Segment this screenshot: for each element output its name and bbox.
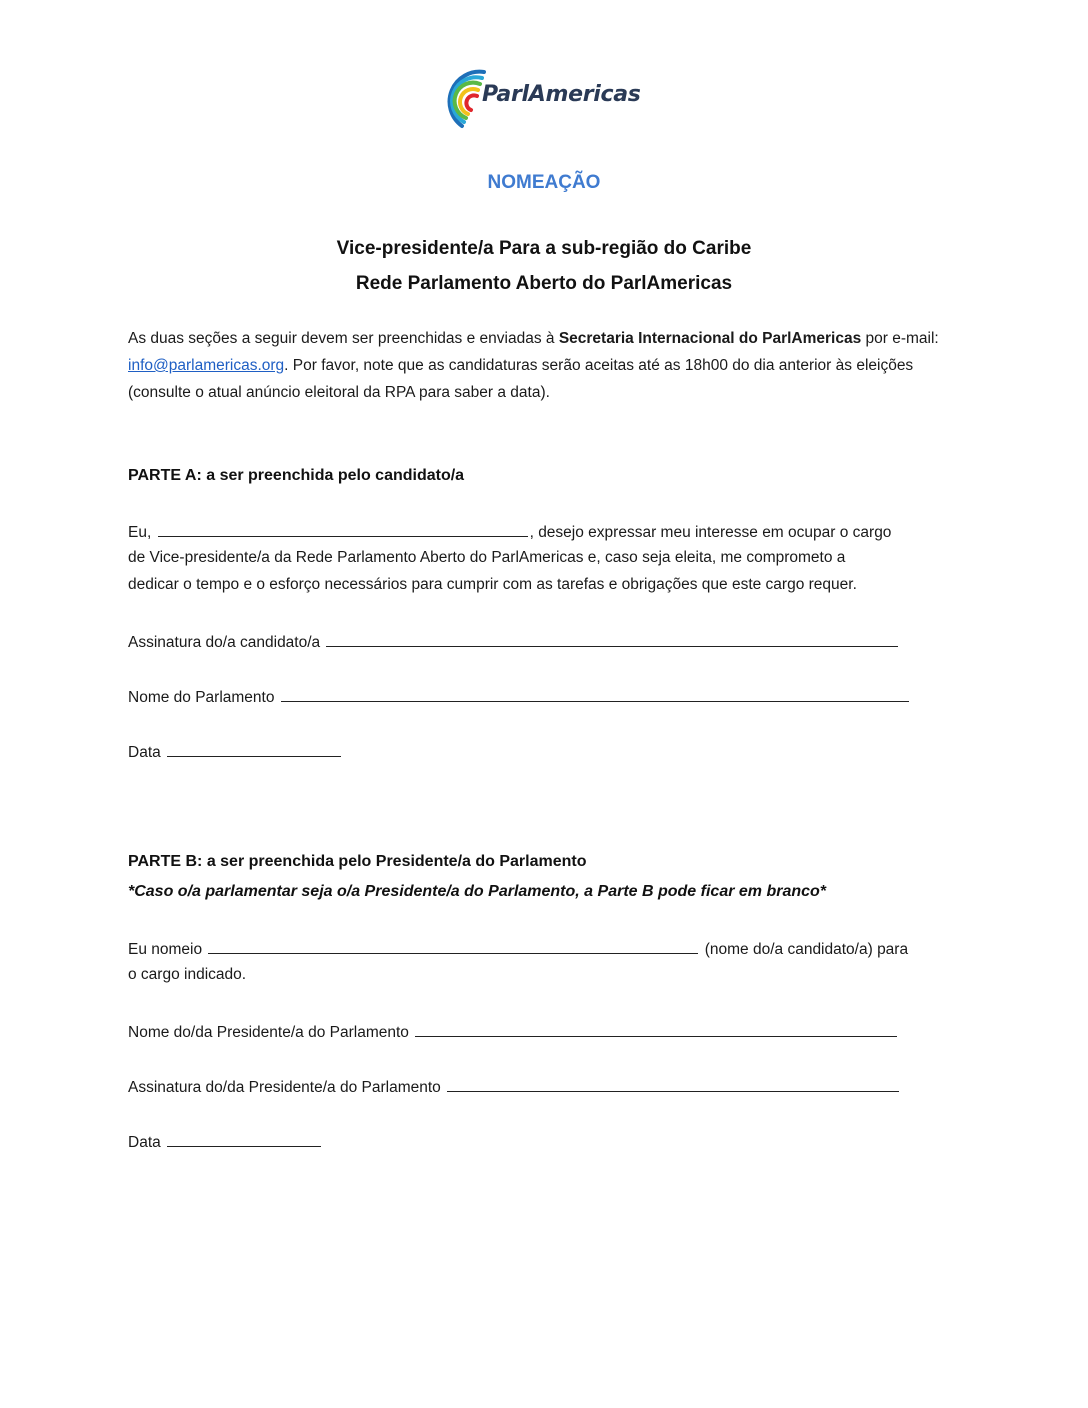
president-name-label: Nome do/da Presidente/a do Parlamento [128,1024,409,1041]
candidate-signature-row [128,632,900,652]
part-a-statement-line-1 [128,522,891,542]
email-link[interactable]: info@parlamericas.org [128,357,285,374]
parliament-name-field[interactable] [281,687,909,702]
part-a-date-row [128,742,343,762]
nominate-prefix: Eu nomeio [128,941,203,958]
parliament-name-label: Nome do Parlamento [128,689,275,706]
part-b-note: *Caso o/a parlamentar seja o/a Presidente/a do Parlamento, a Parte B pode ficar em branco* [128,883,827,900]
intro-paragraph [128,325,968,406]
intro-org-name: Secretaria Internacional do ParlAmericas [558,330,862,347]
part-a-statement-line-3: dedicar o tempo e o esforço necessários para cumprir com as tarefas e obrigações que este cargo requer. [128,576,857,593]
candidate-name-field[interactable] [158,522,528,537]
logo-text: ParlAmericas [482,82,641,107]
president-signature-field[interactable] [447,1077,899,1092]
part-a-statement-line-2: de Vice-presidente/a da Rede Parlamento Aberto do ParlAmericas e, caso seja eleita, me comprometo a [128,549,846,566]
parliament-name-row [128,687,911,707]
nominate-line-1 [128,939,908,959]
part-a-heading: PARTE A: a ser preenchida pelo candidato/a [128,467,465,484]
nominate-line-2: o cargo indicado. [128,966,247,983]
president-signature-label: Assinatura do/da Presidente/a do Parlamento [128,1079,441,1096]
president-name-field[interactable] [415,1022,897,1037]
nominee-name-field[interactable] [208,939,698,954]
part-b-heading: PARTE B: a ser preenchida pelo Presidente/a do Parlamento [128,853,587,870]
president-name-row [128,1022,899,1042]
candidate-signature-label: Assinatura do/a candidato/a [128,634,321,651]
candidate-signature-field[interactable] [326,632,898,647]
intro-text-2: por e-mail: [861,330,939,347]
intro-text-1: As duas seções a seguir devem ser preenchidas e enviadas à [128,330,559,347]
president-signature-row [128,1077,901,1097]
part-b-date-label: Data [128,1134,161,1151]
subtitle-line-2: Rede Parlamento Aberto do ParlAmericas [355,273,733,294]
part-b-date-field[interactable] [167,1132,321,1147]
part-a-date-field[interactable] [167,742,341,757]
subtitle-line-1: Vice-presidente/a Para a sub-região do Caribe [336,238,752,259]
document-title: NOMEAÇÃO [487,172,601,193]
part-b-date-row [128,1132,323,1152]
part-a-date-label: Data [128,744,161,761]
parlamericas-logo [440,66,652,130]
intro-text-3: . Por favor, note que as candidaturas serão aceitas até as 18h00 do dia anterior às eleições (consulte o atual anúncio eleitoral da RPA para saber a data). [128,357,914,401]
nominate-suffix: (nome do/a candidato/a) para [704,941,909,958]
statement-prefix: Eu, [128,524,152,541]
statement-suffix: , desejo expressar meu interesse em ocupar o cargo [529,524,892,541]
